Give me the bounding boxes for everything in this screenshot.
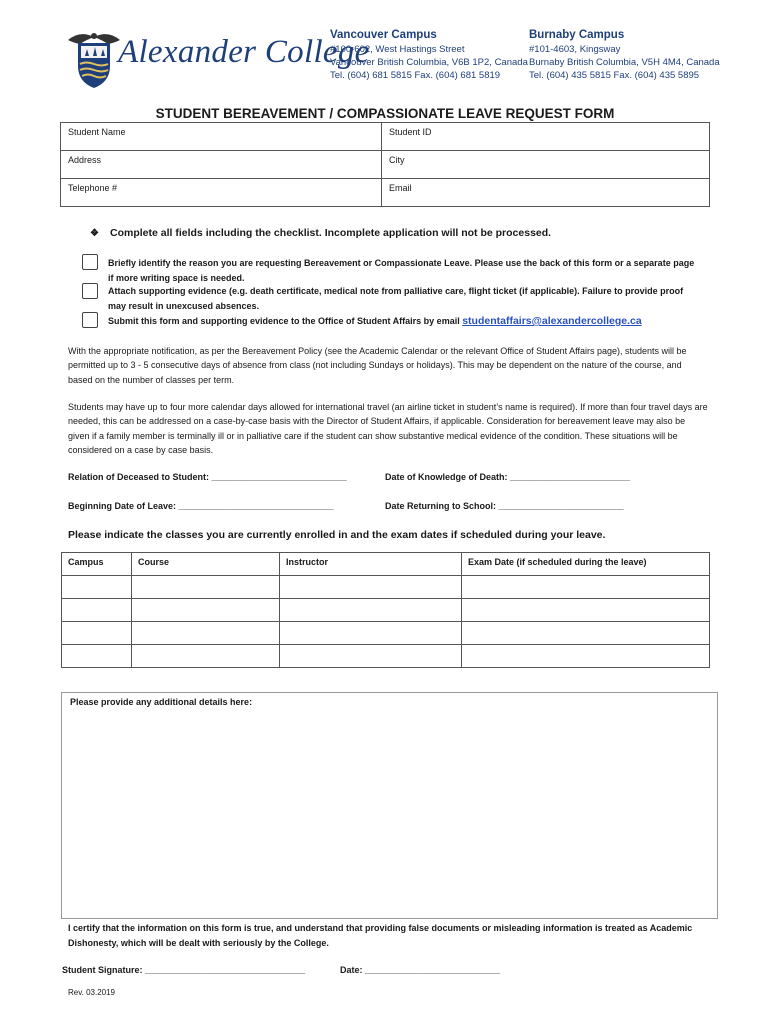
table-cell[interactable] xyxy=(280,645,462,668)
classes-intro: Please indicate the classes you are currently enrolled in and the exam dates if scheduled during your leave. xyxy=(68,529,606,541)
beginning-date-field[interactable]: Beginning Date of Leave: _______________________________ xyxy=(68,501,334,511)
table-row xyxy=(62,599,710,622)
classes-table xyxy=(61,552,710,668)
vancouver-campus-address xyxy=(330,28,528,82)
burnaby-campus-address xyxy=(529,28,720,82)
table-row xyxy=(62,645,710,668)
form-title: STUDENT BEREAVEMENT / COMPASSIONATE LEAVE REQUEST FORM xyxy=(155,106,615,121)
column-header-course: Course xyxy=(132,553,280,576)
policy-paragraph: With the appropriate notification, as per the Bereavement Policy (see the Academic Calendar or the relevant Office of Student Affairs page), students will be permitted up to 3 - 5 consecutive days of absence from class (not including Sundays or holidays). This may be dependent on the nature of the course, and based on the number of classes per term. xyxy=(68,346,687,385)
address-field[interactable] xyxy=(61,151,382,179)
table-cell[interactable] xyxy=(462,576,710,599)
knowledge-date-field[interactable]: Date of Knowledge of Death: ________________________ xyxy=(385,472,631,482)
table-cell[interactable] xyxy=(132,599,280,622)
burnaby-campus-title: Burnaby Campus xyxy=(529,29,625,41)
field-label: Email xyxy=(389,183,412,193)
travel-paragraph: Students may have up to four more calendar days allowed for international travel (an airline ticket in student’s name is required). If more than four travel days are needed, this can be addressed on a case-by-case basis with the Director of Student Affairs, if applicable. Consideration for bereavement leave may also be given if a family member is terminally ill or in palliative care if the student can show substantive medical evidence of the condition. These situations will be considered on a case by case basis. xyxy=(68,402,708,455)
table-cell[interactable] xyxy=(132,622,280,645)
table-row xyxy=(62,622,710,645)
field-label: Student ID xyxy=(389,127,432,137)
table-cell[interactable] xyxy=(462,622,710,645)
table-cell[interactable] xyxy=(280,576,462,599)
diamond-bullet-icon: ❖ xyxy=(90,228,99,239)
column-header-exam-date: Exam Date (if scheduled during the leave) xyxy=(462,553,710,576)
checklist-item-submit xyxy=(108,314,698,329)
field-label: Student Name xyxy=(68,127,126,137)
burnaby-address-line: Burnaby British Columbia, V5H 4M4, Canada xyxy=(529,57,720,68)
field-label: Address xyxy=(68,155,102,165)
column-header-campus: Campus xyxy=(62,553,132,576)
table-cell[interactable] xyxy=(132,645,280,668)
field-label: City xyxy=(389,155,405,165)
checklist-checkbox-evidence[interactable] xyxy=(82,283,98,299)
student-affairs-email-link[interactable]: studentaffairs@alexandercollege.ca xyxy=(462,315,642,327)
table-row xyxy=(62,576,710,599)
table-cell[interactable] xyxy=(280,622,462,645)
signature-date-field[interactable]: Date: ___________________________ xyxy=(340,965,501,975)
burnaby-phone-line: Tel. (604) 435 5815 Fax. (604) 435 5895 xyxy=(529,70,700,81)
table-cell[interactable] xyxy=(462,599,710,622)
table-cell[interactable] xyxy=(62,645,132,668)
revision-label: Rev. 03.2019 xyxy=(68,988,115,997)
vancouver-address-line: #100-602, West Hastings Street xyxy=(330,44,465,55)
notice-text: Complete all fields including the checklist. Incomplete application will not be processed. xyxy=(110,227,552,239)
vancouver-phone-line: Tel. (604) 681 5815 Fax. (604) 681 5819 xyxy=(330,70,501,81)
table-cell[interactable] xyxy=(62,599,132,622)
checklist-item-reason: Briefly identify the reason you are requesting Bereavement or Compassionate Leave. Please use the back of this form or a separate page if more writing space is needed. xyxy=(108,258,695,283)
student-id-field[interactable] xyxy=(382,123,710,151)
telephone-field[interactable] xyxy=(61,179,382,207)
city-field[interactable] xyxy=(382,151,710,179)
student-name-field[interactable] xyxy=(61,123,382,151)
relation-field[interactable]: Relation of Deceased to Student: ___________________________ xyxy=(68,472,347,482)
email-field[interactable] xyxy=(382,179,710,207)
table-cell[interactable] xyxy=(280,599,462,622)
additional-details-box[interactable] xyxy=(61,692,718,919)
checklist-submit-text: Submit this form and supporting evidence to the Office of Student Affairs by email xyxy=(108,316,463,326)
vancouver-address-line: Vancouver British Columbia, V6B 1P2, Canada xyxy=(330,57,528,68)
student-info-table xyxy=(60,122,710,207)
table-cell[interactable] xyxy=(62,622,132,645)
table-cell[interactable] xyxy=(132,576,280,599)
checklist-item-evidence: Attach supporting evidence (e.g. death certificate, medical note from palliative care, flight ticket (if applicable). Failure to provide proof may result in unexcused absences. xyxy=(108,286,684,311)
returning-date-field[interactable]: Date Returning to School: _________________________ xyxy=(385,501,624,511)
completion-notice xyxy=(90,227,551,239)
checklist-checkbox-reason[interactable] xyxy=(82,254,98,270)
college-logo-text: Alexander College xyxy=(118,34,370,70)
vancouver-campus-title: Vancouver Campus xyxy=(330,29,437,41)
table-cell[interactable] xyxy=(62,576,132,599)
student-signature-field[interactable]: Student Signature: ________________________________ xyxy=(62,965,306,975)
burnaby-address-line: #101-4603, Kingsway xyxy=(529,44,621,55)
certification-statement: I certify that the information on this form is true, and understand that providing false documents or misleading information is treated as Academic Dishonesty, which will be dealt with seriously by the College. xyxy=(68,923,693,948)
additional-details-label: Please provide any additional details here: xyxy=(70,697,253,707)
checklist-checkbox-submit[interactable] xyxy=(82,312,98,328)
field-label: Telephone # xyxy=(68,183,118,193)
table-cell[interactable] xyxy=(462,645,710,668)
column-header-instructor: Instructor xyxy=(280,553,462,576)
